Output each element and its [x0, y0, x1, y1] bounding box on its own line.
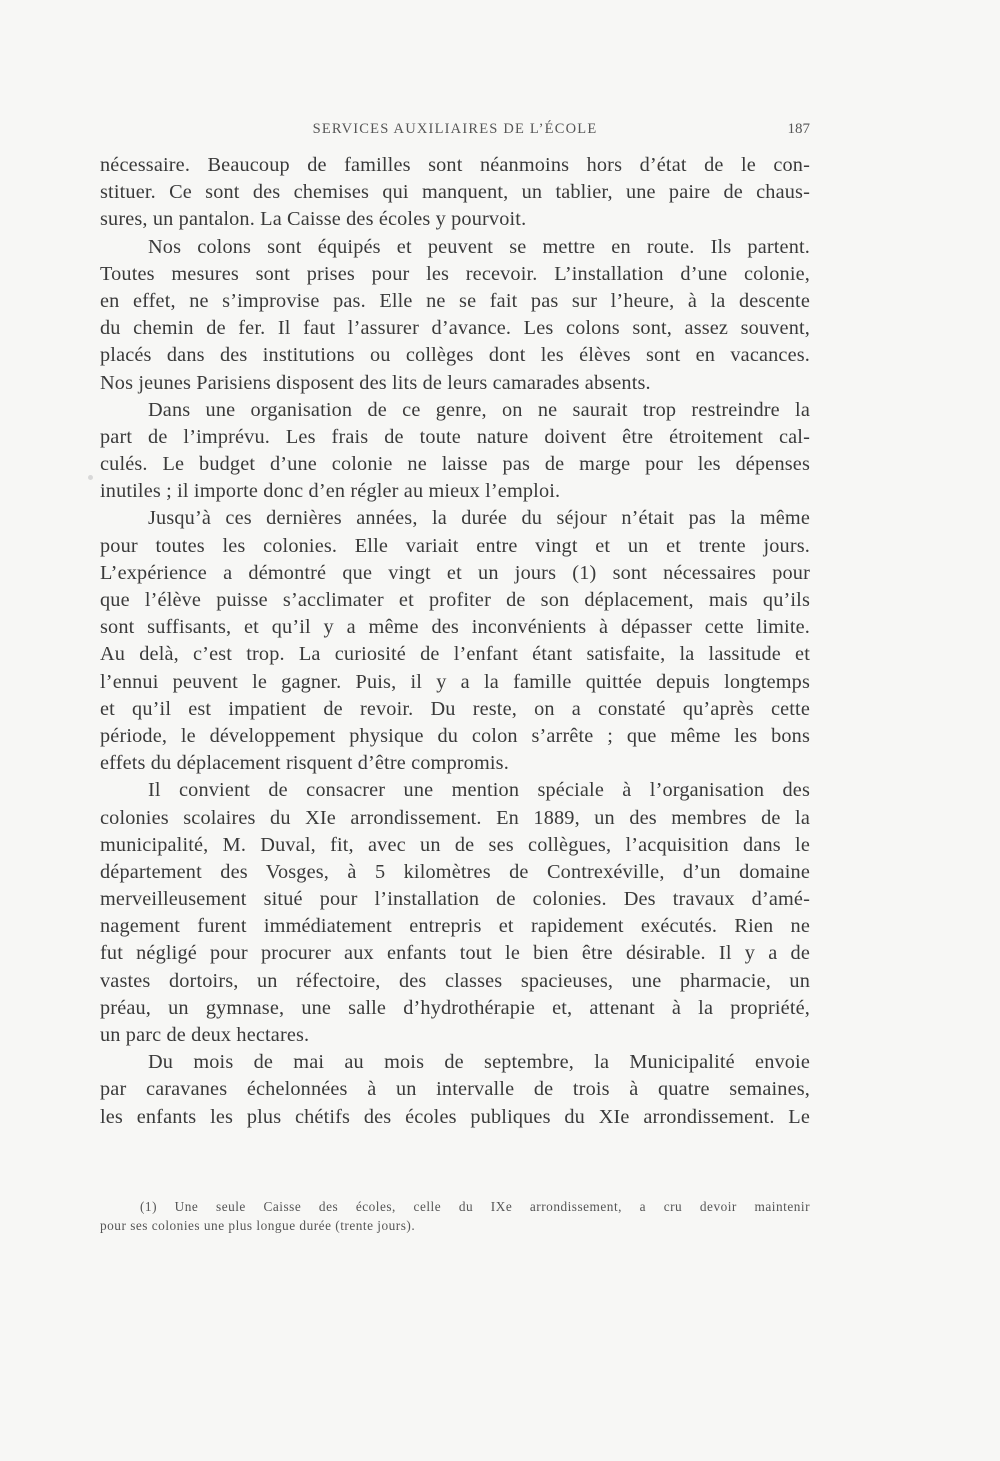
- text-line: et qu’il est impatient de revoir. Du reste, on a constaté qu’après cette: [100, 697, 810, 720]
- text-line: du chemin de fer. Il faut l’assurer d’avance. Les colons sont, assez souvent,: [100, 317, 810, 340]
- text-line: Du mois de mai au mois de septembre, la Municipalité envoie: [148, 1051, 810, 1074]
- text-line: stituer. Ce sont des chemises qui manquent, un tablier, une paire de chaus-: [100, 181, 810, 204]
- text-line: nagement furent immédiatement entrepris et rapidement exécutés. Rien ne: [100, 915, 810, 938]
- text-line: par caravanes échelonnées à un intervalle de trois à quatre semaines,: [100, 1078, 810, 1101]
- text-line: en effet, ne s’improvise pas. Elle ne se fait pas sur l’heure, à la descente: [100, 289, 810, 312]
- text-line: effets du déplacement risquent d’être compromis.: [100, 752, 509, 775]
- text-line: Nos jeunes Parisiens disposent des lits de leurs camarades absents.: [100, 371, 651, 394]
- text-line: colonies scolaires du XIe arrondissement. En 1889, un des membres de la: [100, 806, 810, 829]
- text-line: Toutes mesures sont prises pour les recevoir. L’installation d’une colonie,: [100, 262, 810, 285]
- footnote-line: pour ses colonies une plus longue durée (trente jours).: [100, 1217, 416, 1233]
- text-line: inutiles ; il importe donc d’en régler au mieux l’emploi.: [100, 480, 561, 503]
- text-line: préau, un gymnase, une salle d’hydrothérapie et, attenant à la propriété,: [100, 996, 810, 1019]
- text-line: part de l’imprévu. Les frais de toute nature doivent être étroitement cal-: [100, 425, 810, 448]
- running-title: SERVICES AUXILIAIRES DE L’ÉCOLE: [312, 121, 598, 137]
- text-line: période, le développement physique du colon s’arrête ; que même les bons: [100, 724, 810, 747]
- footnotes: [100, 1198, 810, 1235]
- text-line: nécessaire. Beaucoup de familles sont néanmoins hors d’état de le con-: [100, 154, 810, 176]
- text-line: placés dans des institutions ou collèges dont les élèves sont en vacances.: [100, 344, 810, 367]
- page-number: 187: [787, 121, 810, 137]
- text-line: L’expérience a démontré que vingt et un jours (1) sont nécessaires pour: [100, 561, 810, 584]
- text-line: Il convient de consacrer une mention spéciale à l’organisation des: [148, 779, 810, 802]
- text-line: un parc de deux hectares.: [100, 1024, 310, 1046]
- paper-speck: [88, 475, 93, 480]
- text-line: culés. Le budget d’une colonie ne laisse pas de marge pour les dépenses: [100, 453, 810, 476]
- text-line: Au delà, c’est trop. La curiosité de l’enfant étant satisfaite, la lassitude et: [100, 643, 810, 666]
- text-line: fut négligé pour procurer aux enfants tout le bien être désirable. Il y a de: [100, 942, 810, 965]
- text-line: Nos colons sont équipés et peuvent se mettre en route. Ils partent.: [148, 235, 810, 258]
- text-line: merveilleusement situé pour l’installation de colonies. Des travaux d’amé-: [100, 888, 810, 911]
- footnote-line: (1) Une seule Caisse des écoles, celle du IXe arrondissement, a cru devoir maintenir: [140, 1199, 810, 1214]
- text-line: municipalité, M. Duval, fit, avec un de ses collègues, l’acquisition dans le: [100, 833, 810, 856]
- text-line: Jusqu’à ces dernières années, la durée du séjour n’était pas la même: [148, 507, 810, 530]
- text-line: département des Vosges, à 5 kilomètres de Contrexéville, d’un domaine: [100, 860, 810, 883]
- text-line: vastes dortoirs, un réfectoire, des classes spacieuses, une pharmacie, un: [100, 969, 810, 992]
- text-line: pour toutes les colonies. Elle variait entre vingt et un et trente jours.: [100, 534, 810, 557]
- text-line: les enfants les plus chétifs des écoles publiques du XIe arrondissement. Le: [100, 1105, 810, 1128]
- text-line: l’ennui peuvent le gagner. Puis, il y a la famille quittée depuis longtemps: [100, 670, 810, 693]
- text-line: que l’élève puisse s’acclimater et profiter de son déplacement, mais qu’ils: [100, 589, 810, 611]
- text-line: sont suffisants, et qu’il y a même des inconvénients à dépasser cette limite.: [100, 616, 810, 639]
- running-head: [100, 121, 810, 143]
- body-text: [100, 152, 810, 1131]
- text-line: sures, un pantalon. La Caisse des écoles y pourvoit.: [100, 208, 527, 231]
- text-line: Dans une organisation de ce genre, on ne saurait trop restreindre la: [148, 398, 810, 421]
